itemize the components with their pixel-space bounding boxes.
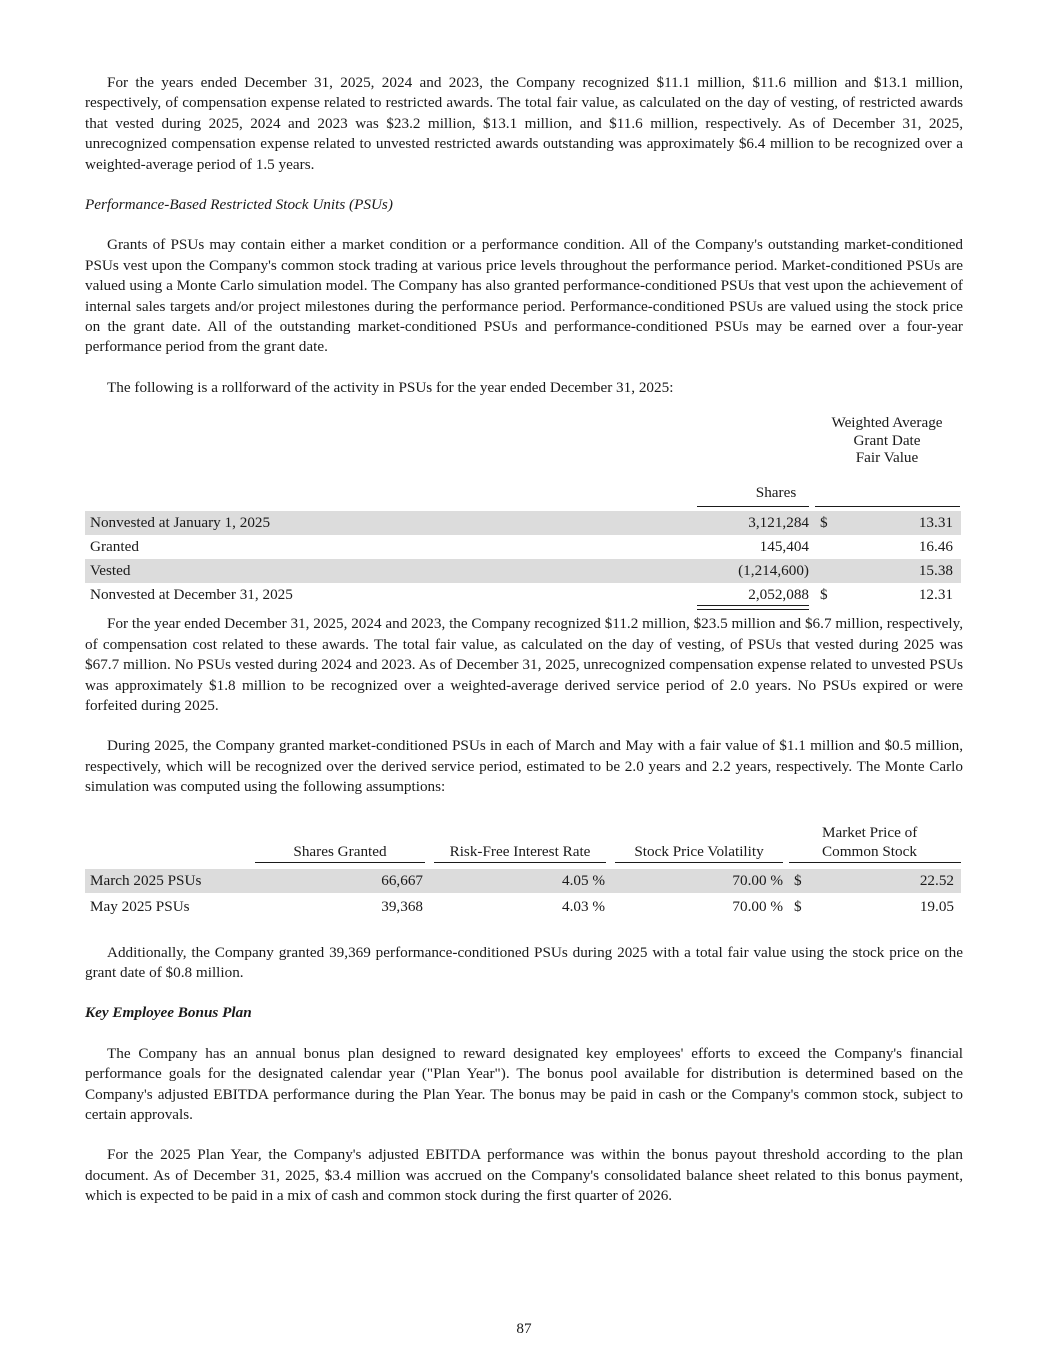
bonus-2025-paragraph: For the 2025 Plan Year, the Company's adjusted EBITDA performance was within the bonus payout threshold according to the plan document. As of December 31, 2025, $3.4 million was accrued on the Company's consolidated balance sheet related to this bonus payment, which is expected to be paid in a mix of cash and common stock during the first quarter of 2026. bbox=[85, 1146, 963, 1205]
header-underline bbox=[789, 862, 961, 863]
header-weighted-average-fair-value: Weighted Average Grant Date Fair Value bbox=[831, 414, 943, 467]
header-underline bbox=[434, 862, 606, 863]
table-row: Nonvested at January 1, 2025 3,121,284 $ 13.31 bbox=[85, 511, 961, 535]
psu-compensation-paragraph: For the year ended December 31, 2025, 2024 and 2023, the Company recognized $11.2 million, $23.5 million and $6.7 million, respectively, of compensation cost related to these awards. The total fair value, as calculated on the day of vesting, of PSUs that vested during 2025 was $67.7 million. No PSUs vested during 2024 and 2023. As of December 31, 2025, unrecognized compensation expense related to unvested PSUs was approximately $1.8 million to be recognized over a weighted-average derived service period of 2.0 years. No PSUs expired or were forfeited during 2025. bbox=[85, 615, 963, 714]
market-psu-grants-paragraph: During 2025, the Company granted market-conditioned PSUs in each of March and May with a fair value of $1.1 million and $0.5 million, respectively, which will be recognized over the derived service period, estimated to be 2.0 years and 2.2 years, respectively. The Monte Carlo simulation was computed using the following assumptions: bbox=[85, 737, 963, 796]
psu-rollforward-table bbox=[85, 398, 963, 604]
header-risk-free-rate: Risk-Free Interest Rate bbox=[449, 842, 591, 860]
bonus-plan-paragraph: The Company has an annual bonus plan designed to reward designated key employees' efforts to exceed the Company's financial performance goals for the designated calendar year ("Plan Year"). The bonus pool available for distribution is determined based on the Company's adjusted EBITDA performance during the Plan Year. The bonus may be paid in cash or the Company's common stock, subject to certain approvals. bbox=[85, 1044, 963, 1123]
bonus-plan-heading: Key Employee Bonus Plan bbox=[85, 1004, 252, 1022]
table-row: May 2025 PSUs 39,368 4.03 % 70.00 % $ 19.05 bbox=[90, 897, 954, 915]
psu-section-heading: Performance-Based Restricted Stock Units (PSUs) bbox=[85, 196, 393, 214]
total-double-underline bbox=[697, 605, 809, 610]
rollforward-intro-paragraph: The following is a rollforward of the activity in PSUs for the year ended December 31, 2025: bbox=[107, 378, 674, 396]
psu-grants-paragraph: Grants of PSUs may contain either a market condition or a performance condition. All of the Company's outstanding market-conditioned PSUs vest upon the Company's common stock trading at various price levels throughout the performance period. Market-conditioned PSUs are valued using a Monte Carlo simulation model. The Company has also granted performance-conditioned PSUs that vest upon the achievement of internal sales targets and/or project milestones during the performance period. Performance-conditioned PSUs are valued using the stock price on the grant date. All of the outstanding market-conditioned PSUs and performance-conditioned PSUs may be earned over a four-year performance period from the grant date. bbox=[85, 236, 963, 356]
header-shares: Shares bbox=[755, 484, 797, 502]
header-underline bbox=[697, 506, 809, 507]
header-shares-granted: Shares Granted bbox=[293, 842, 387, 860]
header-underline bbox=[255, 862, 425, 863]
page-number: 87 bbox=[516, 1320, 532, 1337]
table-row: Granted 145,404 16.46 bbox=[90, 538, 953, 556]
header-market-price: Market Price of Common Stock bbox=[822, 823, 918, 860]
table-row: Vested (1,214,600) 15.38 bbox=[85, 559, 961, 583]
restricted-expense-paragraph: For the years ended December 31, 2025, 2024 and 2023, the Company recognized $11.1 million, $11.6 million and $13.1 million, respectively, of compensation expense related to restricted awards. The total fair value, as calculated on the day of vesting, of restricted awards that vested during 2025, 2024 and 2023 was $23.2 million, $13.1 million, and $11.6 million, respectively. As of December 31, 2025, unrecognized compensation expense related to unvested restricted awards outstanding was approximately $6.4 million to be recognized over a weighted-average period of 1.5 years. bbox=[85, 74, 963, 173]
performance-psu-grants-paragraph: Additionally, the Company granted 39,369 performance-conditioned PSUs during 2025 with a total fair value using the stock price on the grant date of $0.8 million. bbox=[85, 943, 963, 981]
page-content bbox=[85, 73, 963, 1207]
table-row: Nonvested at December 31, 2025 2,052,088 $ 12.31 bbox=[90, 586, 953, 604]
header-underline bbox=[815, 506, 960, 507]
header-volatility: Stock Price Volatility bbox=[634, 842, 764, 860]
header-underline bbox=[615, 862, 783, 863]
table-row: March 2025 PSUs 66,667 4.05 % 70.00 % $ 22.52 bbox=[85, 869, 961, 893]
monte-carlo-assumptions-table bbox=[85, 818, 963, 921]
